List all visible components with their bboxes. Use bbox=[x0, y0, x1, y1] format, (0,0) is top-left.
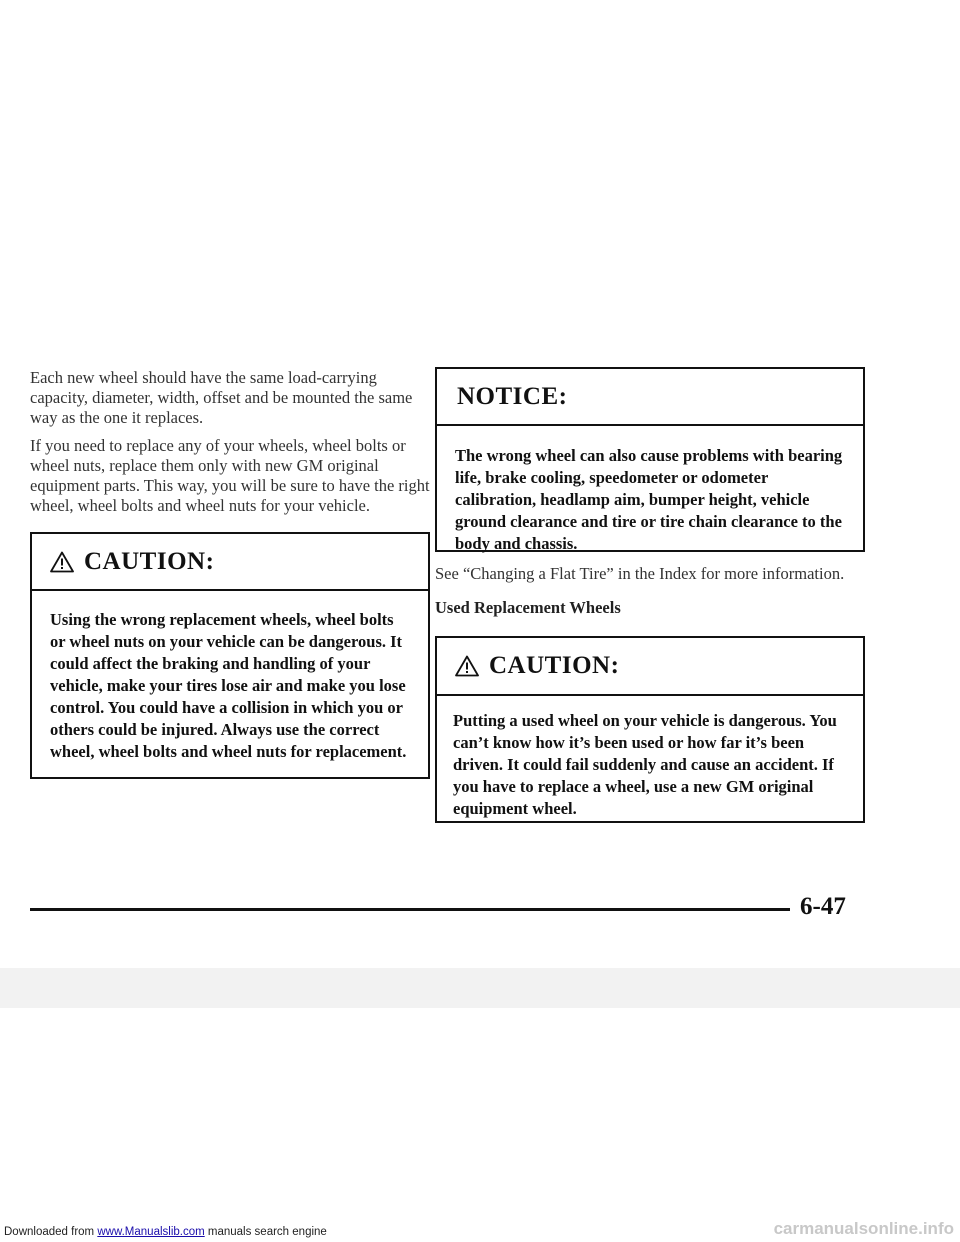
footer-prefix: Downloaded from bbox=[4, 1226, 98, 1238]
site-watermark: carmanualsonline.info bbox=[773, 1219, 954, 1238]
page-number: 6-47 bbox=[800, 893, 846, 920]
warning-triangle-icon bbox=[455, 655, 479, 677]
caution-title: CAUTION: bbox=[84, 547, 215, 575]
paragraph-replace-parts: If you need to replace any of your wheels, wheel bolts or wheel nuts, replace them only with new GM original equipment parts. This way, you will be sure to have the right wheel, wheel bolts and wheel nuts for your vehicle. bbox=[30, 436, 430, 515]
warning-triangle-icon bbox=[50, 551, 74, 573]
left-column bbox=[30, 368, 430, 779]
right-column bbox=[435, 367, 867, 823]
section-heading: Used Replacement Wheels bbox=[435, 598, 621, 617]
caution-box-used-wheel bbox=[435, 636, 865, 823]
footer-rule bbox=[30, 908, 790, 911]
caution-title: CAUTION: bbox=[489, 652, 620, 679]
footer-suffix: manuals search engine bbox=[204, 1226, 327, 1238]
download-footer bbox=[4, 1226, 327, 1238]
caution-body: Putting a used wheel on your vehicle is dangerous. You can’t know how it’s been used or how far it’s been driven. It could fail suddenly and cause an accident. If you have to replace a wheel, use a new GM original equipment wheel. bbox=[453, 711, 837, 818]
page-bottom-band bbox=[0, 968, 960, 1008]
caution-body: Using the wrong replacement wheels, wheel bolts or wheel nuts on your vehicle can be dangerous. It could affect the braking and handling of your vehicle, make your tires lose air and make you lose control. You could have a collision in which you or others could be injured. Always use the correct wheel, wheel bolts and wheel nuts for replacement. bbox=[50, 610, 407, 761]
see-index-text: See “Changing a Flat Tire” in the Index for more information. bbox=[435, 564, 845, 583]
caution-header bbox=[32, 534, 428, 591]
paragraph-wheel-specs: Each new wheel should have the same load-carrying capacity, diameter, width, offset and be mounted the same way as the one it replaces. bbox=[30, 368, 413, 427]
manualslib-link[interactable]: www.Manualslib.com bbox=[97, 1226, 205, 1238]
notice-title: NOTICE: bbox=[457, 382, 568, 410]
notice-header bbox=[437, 369, 863, 426]
caution-box-wrong-wheels bbox=[30, 532, 430, 779]
notice-box bbox=[435, 367, 865, 552]
notice-body: The wrong wheel can also cause problems with bearing life, brake cooling, speedometer or odometer calibration, headlamp aim, bumper height, vehicle ground clearance and tire or tire chain clearance to the body and chassis. bbox=[455, 446, 843, 553]
caution-header bbox=[437, 638, 863, 696]
